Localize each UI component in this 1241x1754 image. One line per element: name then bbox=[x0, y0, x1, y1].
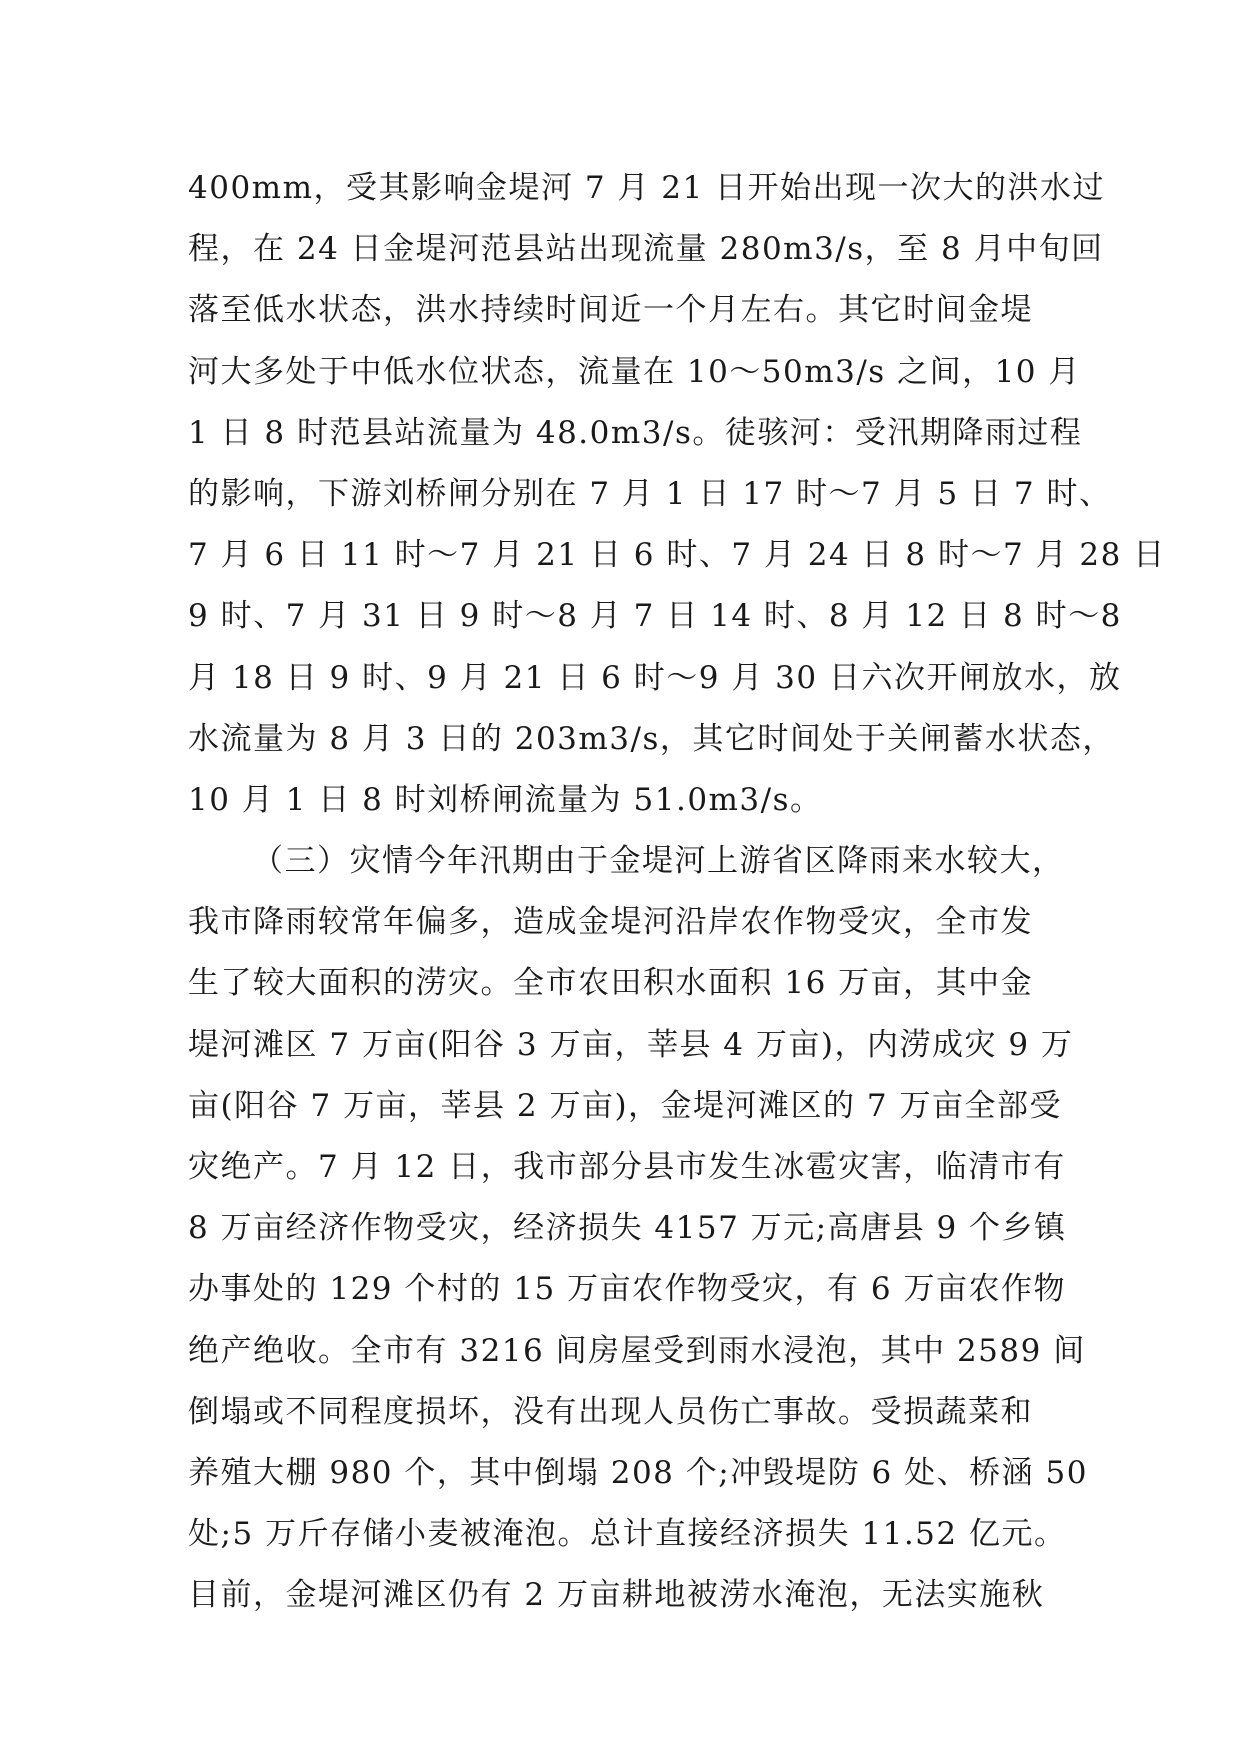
text-line: 我市降雨较常年偏多，造成金堤河沿岸农作物受灾，全市发 bbox=[188, 904, 1033, 941]
text-line: 堤河滩区 7 万亩(阳谷 3 万亩，莘县 4 万亩)，内涝成灾 9 万 bbox=[188, 1026, 1074, 1063]
text-line: 目前，金堤河滩区仍有 2 万亩耕地被涝水淹泡，无法实施秋 bbox=[188, 1577, 1045, 1614]
text-line: 1 日 8 时范县站流量为 48.0m3/s。徒骇河：受汛期降雨过程 bbox=[188, 414, 1083, 451]
text-line: 水流量为 8 月 3 日的 203m3/s，其它时间处于关闸蓄水状态， bbox=[188, 720, 1115, 757]
text-line: 程，在 24 日金堤河范县站出现流量 280m3/s，至 8 月中旬回 bbox=[188, 231, 1104, 268]
text-line: 灾绝产。7 月 12 日，我市部分县市发生冰雹灾害，临清市有 bbox=[188, 1149, 1066, 1185]
text-line: 7 月 6 日 11 时～7 月 21 日 6 时、7 月 24 日 8 时～7 月 28 日 bbox=[188, 537, 1166, 574]
text-line: 10 月 1 日 8 时刘桥闸流量为 51.0m3/s。 bbox=[188, 781, 823, 818]
section-heading-line: （三）灾情今年汛期由于金堤河上游省区降雨来水较大， bbox=[252, 843, 1065, 880]
text-line: 落至低水状态，洪水持续时间近一个月左右。其它时间金堤 bbox=[188, 292, 1033, 329]
text-line: 办事处的 129 个村的 15 万亩农作物受灾，有 6 万亩农作物 bbox=[188, 1271, 1066, 1308]
text-line: 倒塌或不同程度损坏，没有出现人员伤亡事故。受损蔬菜和 bbox=[188, 1393, 1033, 1430]
text-line: 的影响，下游刘桥闸分别在 7 月 1 日 17 时～7 月 5 日 7 时、 bbox=[188, 475, 1112, 512]
text-line: 绝产绝收。全市有 3216 间房屋受到雨水浸泡，其中 2589 间 bbox=[188, 1332, 1086, 1369]
text-line: 400mm，受其影响金堤河 7 月 21 日开始出现一次大的洪水过 bbox=[188, 170, 1106, 206]
text-line: 8 万亩经济作物受灾，经济损失 4157 万元;高唐县 9 个乡镇 bbox=[188, 1210, 1067, 1247]
text-line: 养殖大棚 980 个，其中倒塌 208 个;冲毁堤防 6 处、桥涵 50 bbox=[188, 1454, 1088, 1491]
text-line: 亩(阳谷 7 万亩，莘县 2 万亩)，金堤河滩区的 7 万亩全部受 bbox=[188, 1087, 1062, 1124]
body-text bbox=[188, 158, 1166, 1627]
text-line: 处;5 万斤存储小麦被淹泡。总计直接经济损失 11.52 亿元。 bbox=[188, 1516, 1067, 1553]
text-line: 河大多处于中低水位状态，流量在 10～50m3/s 之间，10 月 bbox=[188, 353, 1081, 390]
text-line: 9 时、7 月 31 日 9 时～8 月 7 日 14 时、8 月 12 日 8 时～8 bbox=[188, 598, 1122, 635]
text-line: 生了较大面积的涝灾。全市农田积水面积 16 万亩，其中金 bbox=[188, 965, 1034, 1002]
text-line: 月 18 日 9 时、9 月 21 日 6 时～9 月 30 日六次开闸放水，放 bbox=[188, 659, 1122, 696]
